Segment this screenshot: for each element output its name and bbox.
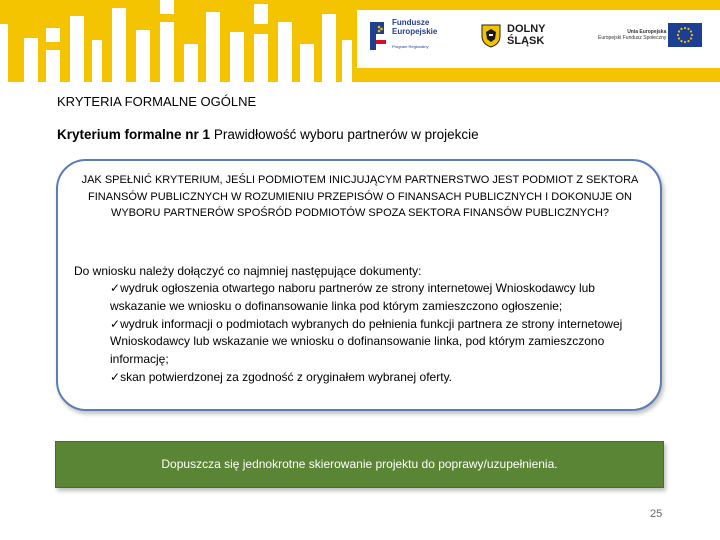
decor-square [70,16,84,82]
fe-logo-text [392,18,437,36]
list-item [110,280,642,316]
check-icon: ✓ [110,316,121,331]
ue-logo-line2: Europejski Fundusz Społeczny [598,35,667,41]
ds-logo-text [507,23,546,47]
criterion-title [57,127,479,142]
dolny-slask-shield-icon [481,24,501,48]
decor-square [206,12,220,82]
ds-logo-line2: ŚLĄSK [507,35,545,47]
decor-square [92,40,102,82]
documents-intro: Do wniosku należy dołączyć co najmniej następujące dokumenty: [74,264,422,278]
note-box [55,441,664,488]
decor-square [160,22,174,82]
fe-logo-line2: Europejskie [392,27,438,36]
list-item-text: skan potwierdzonej za zgodność z oryginałem wybranej oferty. [120,369,453,384]
decor-square [46,50,60,82]
decor-square [112,8,126,82]
criterion-number: Kryterium formalne nr 1 [57,127,211,142]
decor-square [136,30,150,82]
check-icon: ✓ [110,369,121,384]
list-item-text: wydruk informacji o podmiotach wybranych do pełnienia funkcji partnera ze strony internetowej Wnioskodawcy lub wskazanie we wniosku o dofinansowanie linka, pod którym zamieszczono informację; [110,316,623,367]
decor-square [278,22,292,82]
decor-square [300,44,314,82]
page-number: 25 [650,508,663,520]
decor-square [322,14,336,82]
fundusze-europejskie-logo-icon [368,18,388,54]
fe-logo-line1: Fundusze [392,18,430,27]
list-item [110,369,642,387]
decor-square [184,44,198,82]
decor-square [342,40,352,82]
criteria-question: JAK SPEŁNIĆ KRYTERIUM, JEŚLI PODMIOTEM INICJUJĄCYM PARTNERSTWO JEST PODMIOT Z SEKTORA FINANSÓW PUBLICZNYCH W ROZUMIENIU PRZEPISÓW O FINANSACH PUBLICZNYCH I DOKONUJE ON WYBORU PARTNERÓW SPOŚRÓD PODMIOTÓW SPOZA SEKTORA FINANSÓW PUBLICZNYCH? [81,174,639,219]
documents-list [110,280,642,387]
ue-logo-text [598,29,666,41]
criterion-name: Prawidłowość wyboru partnerów w projekcie [213,127,479,142]
ue-logo-line1: Unia Europejska [627,29,667,35]
decor-square [254,4,268,24]
eu-flag-icon [668,23,702,47]
decor-square [254,34,268,82]
fe-logo-sub: Program Regionalny [392,44,429,49]
decor-square [46,28,60,42]
list-item-text: wydruk ogłoszenia otwartego naboru partnerów ze strony internetowej Wnioskodawcy lub wskazanie we wniosku o dofinansowanie linka pod którym zamieszczono ogłoszenie; [110,281,595,313]
decor-square [24,38,38,82]
note-text: Dopuszcza się jednokrotne skierowanie projektu do poprawy/uzupełnienia. [161,457,558,471]
decor-square [230,32,244,82]
slide-heading: KRYTERIA FORMALNE OGÓLNE [57,94,257,109]
list-item [110,316,642,369]
decor-square [160,0,174,14]
decor-square [0,24,8,82]
check-icon: ✓ [110,281,121,295]
ds-logo-line1: DOLNY [507,23,546,35]
